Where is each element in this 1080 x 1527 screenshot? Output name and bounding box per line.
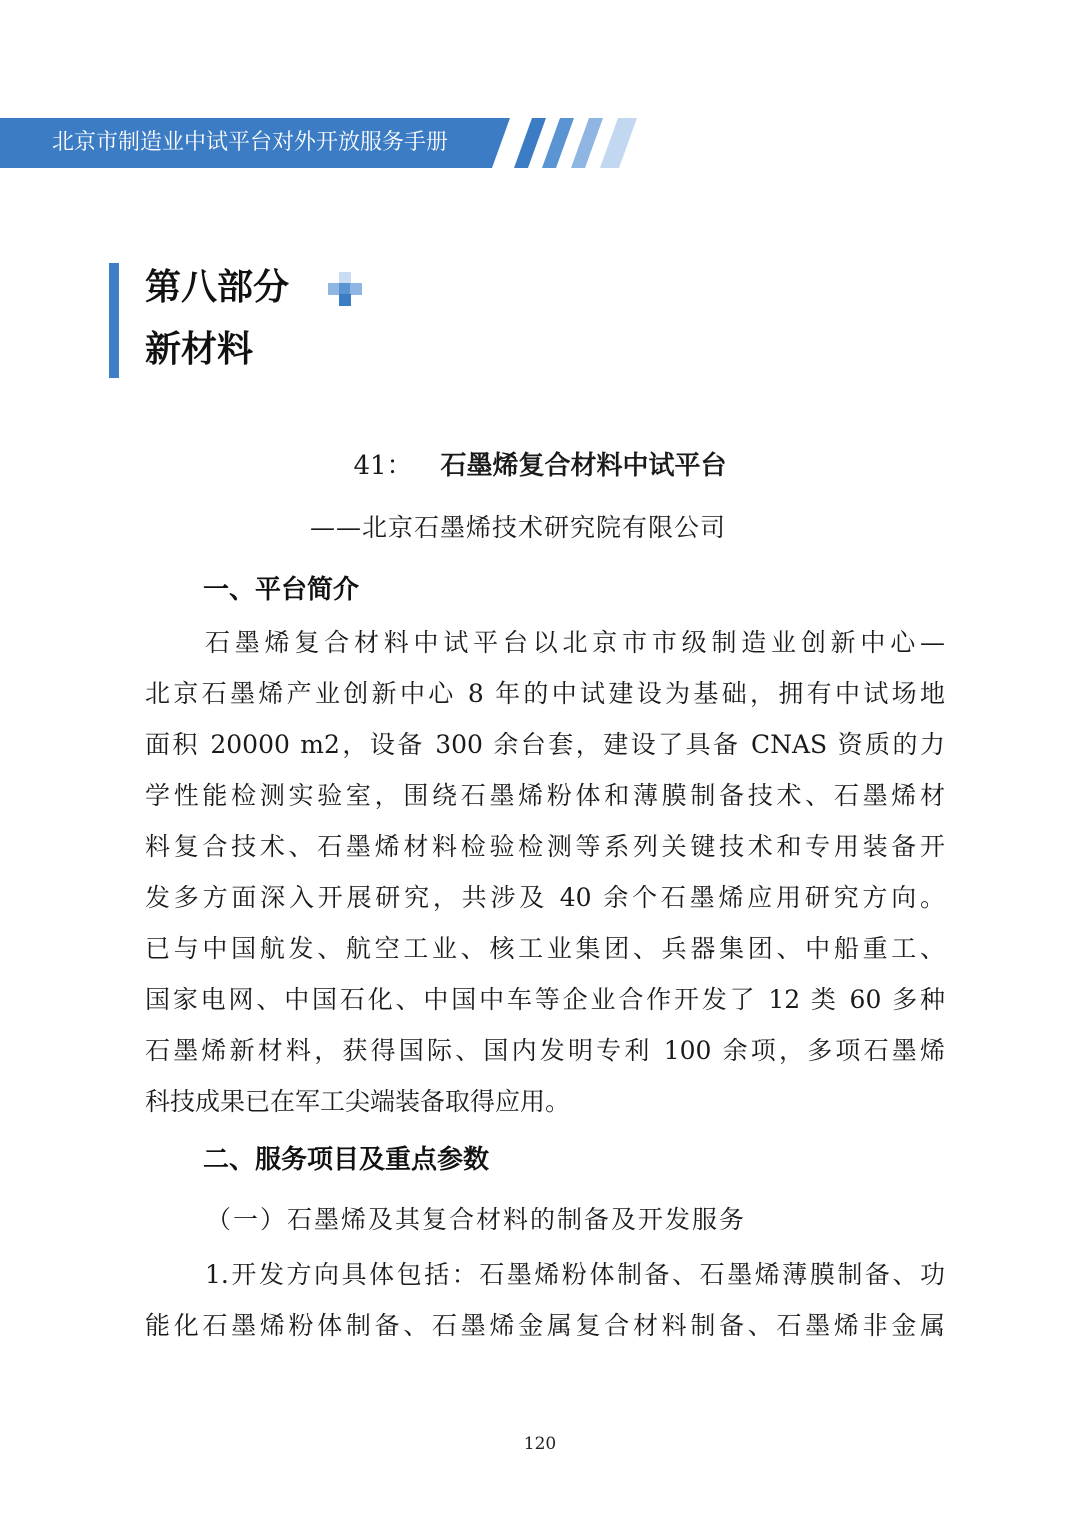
platform-name: 石墨烯复合材料中试平台 — [440, 451, 727, 481]
service-line: 1.开发方向具体包括：石墨烯粉体制备、石墨烯薄膜制备、功 — [205, 1260, 945, 1289]
banner-stripe-2 — [542, 118, 574, 168]
intro-line: 石墨烯新材料，获得国际、国内发明专利 100 余项，多项石墨烯 — [145, 1036, 945, 1065]
intro-line: 国家电网、中国石化、中国中车等企业合作开发了 12 类 60 多种 — [145, 985, 945, 1014]
intro-line: 科技成果已在军工尖端装备取得应用。 — [145, 1087, 571, 1116]
handbook-title: 北京市制造业中试平台对外开放服务手册 — [52, 130, 449, 155]
intro-line: 料复合技术、石墨烯材料检验检测等系列关键技术和专用装备开 — [145, 832, 945, 861]
intro-line: 面积 20000 m2，设备 300 余台套，建设了具备 CNAS 资质的力 — [145, 730, 945, 759]
cross-icon — [328, 272, 362, 306]
banner-stripe-4 — [600, 118, 637, 168]
banner-stripe-1 — [514, 118, 546, 168]
header-banner — [0, 118, 1080, 168]
part-title: 第八部分 — [145, 267, 290, 308]
intro-heading: 一、平台简介 — [203, 575, 360, 605]
platform-number: 41： — [353, 451, 413, 481]
intro-line: 发多方面深入开展研究，共涉及 40 余个石墨烯应用研究方向。 — [145, 883, 945, 912]
intro-line: 已与中国航发、航空工业、核工业集团、兵器集团、中船重工、 — [145, 934, 945, 963]
service-heading: 二、服务项目及重点参数 — [203, 1145, 490, 1175]
intro-line: 石墨烯复合材料中试平台以北京市市级制造业创新中心— — [205, 628, 945, 657]
platform-title — [0, 446, 1080, 486]
part-accent-bar — [109, 263, 119, 378]
company-name: ——北京石墨烯技术研究院有限公司 — [310, 513, 727, 542]
service-line: 能化石墨烯粉体制备、石墨烯金属复合材料制备、石墨烯非金属 — [145, 1311, 945, 1340]
page-number: 120 — [523, 1434, 557, 1454]
part-subtitle: 新材料 — [145, 329, 254, 370]
service-subheading: （一）石墨烯及其复合材料的制备及开发服务 — [206, 1205, 747, 1234]
intro-line: 学性能检测实验室，围绕石墨烯粉体和薄膜制备技术、石墨烯材 — [145, 781, 945, 810]
banner-stripe-3 — [571, 118, 603, 168]
intro-line: 北京石墨烯产业创新中心 8 年的中试建设为基础，拥有中试场地 — [145, 679, 945, 708]
